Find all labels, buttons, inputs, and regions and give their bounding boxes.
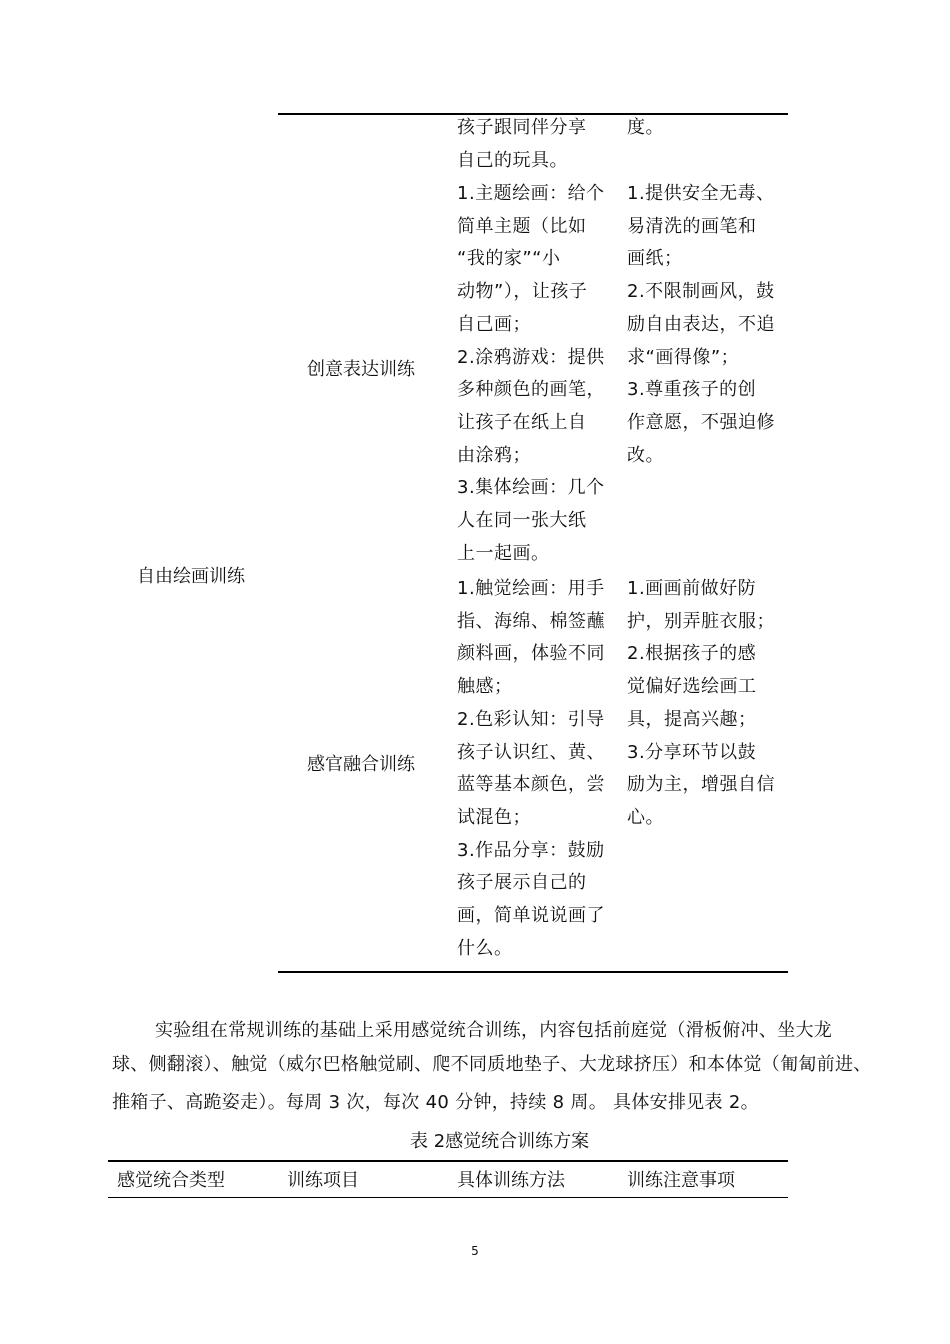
text-line: 触感； — [457, 676, 513, 698]
text-line: 上一起画。 — [457, 542, 550, 564]
text-line: 简单主题（比如 — [457, 215, 587, 237]
text-line: 度。 — [627, 117, 664, 138]
text-line: 1.提供安全无毒、 — [627, 183, 775, 204]
table2-caption: 表 2感觉统合训练方案 — [410, 1131, 590, 1152]
text-line: 2.涂鸦游戏：提供 — [457, 346, 605, 368]
text-line: 励自由表达，不追 — [627, 313, 775, 335]
text-line: 颜料画，体验不同 — [457, 643, 605, 665]
text-line: 孩子认识红、黄、 — [457, 741, 605, 763]
text-line: 护，别弄脏衣服； — [627, 610, 775, 632]
text-line: 人在同一张大纸 — [457, 510, 587, 532]
table2-header-type: 感觉统合类型 — [117, 1170, 225, 1191]
text-line: 画，简单说说画了 — [457, 905, 605, 927]
table2-header-method: 具体训练方法 — [457, 1170, 565, 1191]
text-line: 2.色彩认知：引导 — [457, 708, 605, 730]
table1-row1-name: 创意表达训练 — [307, 359, 415, 380]
text-line: 1.主题绘画：给个 — [457, 183, 605, 204]
table2-top-rule — [108, 1160, 788, 1162]
text-line: 3.作品分享：鼓励 — [457, 839, 605, 861]
text-line: 蓝等基本颜色，尝 — [457, 774, 605, 796]
text-line: 2.不限制画风，鼓 — [627, 281, 775, 303]
paragraph-line-2: 球、侧翻滚）、触觉（威尔巴格触觉刷、爬不同质地垫子、大龙球挤压）和本体觉（匍匐前进、 — [112, 1054, 872, 1075]
text-line: 1.触觉绘画：用手 — [457, 578, 605, 599]
text-line: 自己画； — [457, 313, 531, 335]
text-line: “我的家”“小 — [457, 248, 561, 270]
text-line: 具，提高兴趣； — [627, 708, 757, 730]
text-line: 3.尊重孩子的创 — [627, 379, 757, 401]
text-line: 孩子展示自己的 — [457, 872, 587, 894]
paragraph-line-3: 推箱子、高跪姿走）。每周 3 次，每次 40 分钟，持续 8 周。 具体安排见表 2。 — [112, 1092, 759, 1113]
text-line: 3.分享环节以鼓 — [627, 741, 757, 763]
text-line: 1.画画前做好防 — [627, 578, 757, 599]
table1-row0-notes — [627, 112, 664, 145]
text-line: 作意愿，不强迫修 — [627, 411, 775, 433]
text-line: 2.根据孩子的感 — [627, 643, 757, 665]
table2-header-notes: 训练注意事项 — [627, 1170, 735, 1191]
text-line: 觉偏好选绘画工 — [627, 676, 757, 698]
table1-row2-name: 感官融合训练 — [307, 754, 415, 775]
text-line: 让孩子在纸上自 — [457, 411, 587, 433]
text-line: 励为主，增强自信 — [627, 774, 775, 796]
text-line: 改。 — [627, 444, 664, 466]
table1-row1-method — [457, 178, 605, 570]
text-line: 指、海绵、棉签蘸 — [457, 610, 605, 632]
text-line: 试混色； — [457, 806, 531, 828]
table1-row0-method — [457, 112, 587, 177]
text-line: 什么。 — [457, 937, 513, 959]
table1-category-label: 自由绘画训练 — [137, 566, 245, 587]
text-line: 心。 — [627, 806, 664, 828]
text-line: 画纸； — [627, 248, 683, 270]
table1-row2-method — [457, 573, 605, 965]
text-line: 动物”），让孩子 — [457, 281, 588, 303]
text-line: 自己的玩具。 — [457, 149, 568, 171]
page-number: 5 — [471, 1244, 479, 1258]
text-line: 孩子跟同伴分享 — [457, 117, 587, 138]
table1-row1-notes — [627, 178, 775, 472]
table2-header-item: 训练项目 — [287, 1170, 359, 1191]
text-line: 3.集体绘画：几个 — [457, 477, 605, 499]
text-line: 易清洗的画笔和 — [627, 215, 757, 237]
text-line: 由涂鸦； — [457, 444, 531, 466]
table2-header-rule — [108, 1197, 788, 1198]
table1-row2-notes — [627, 573, 775, 835]
table1-bottom-rule — [278, 971, 788, 973]
text-line: 多种颜色的画笔， — [457, 379, 605, 401]
text-line: 求“画得像”； — [627, 346, 740, 368]
paragraph-line-1: 实验组在常规训练的基础上采用感觉统合训练，内容包括前庭觉（滑板俯冲、坐大龙 — [155, 1020, 833, 1041]
